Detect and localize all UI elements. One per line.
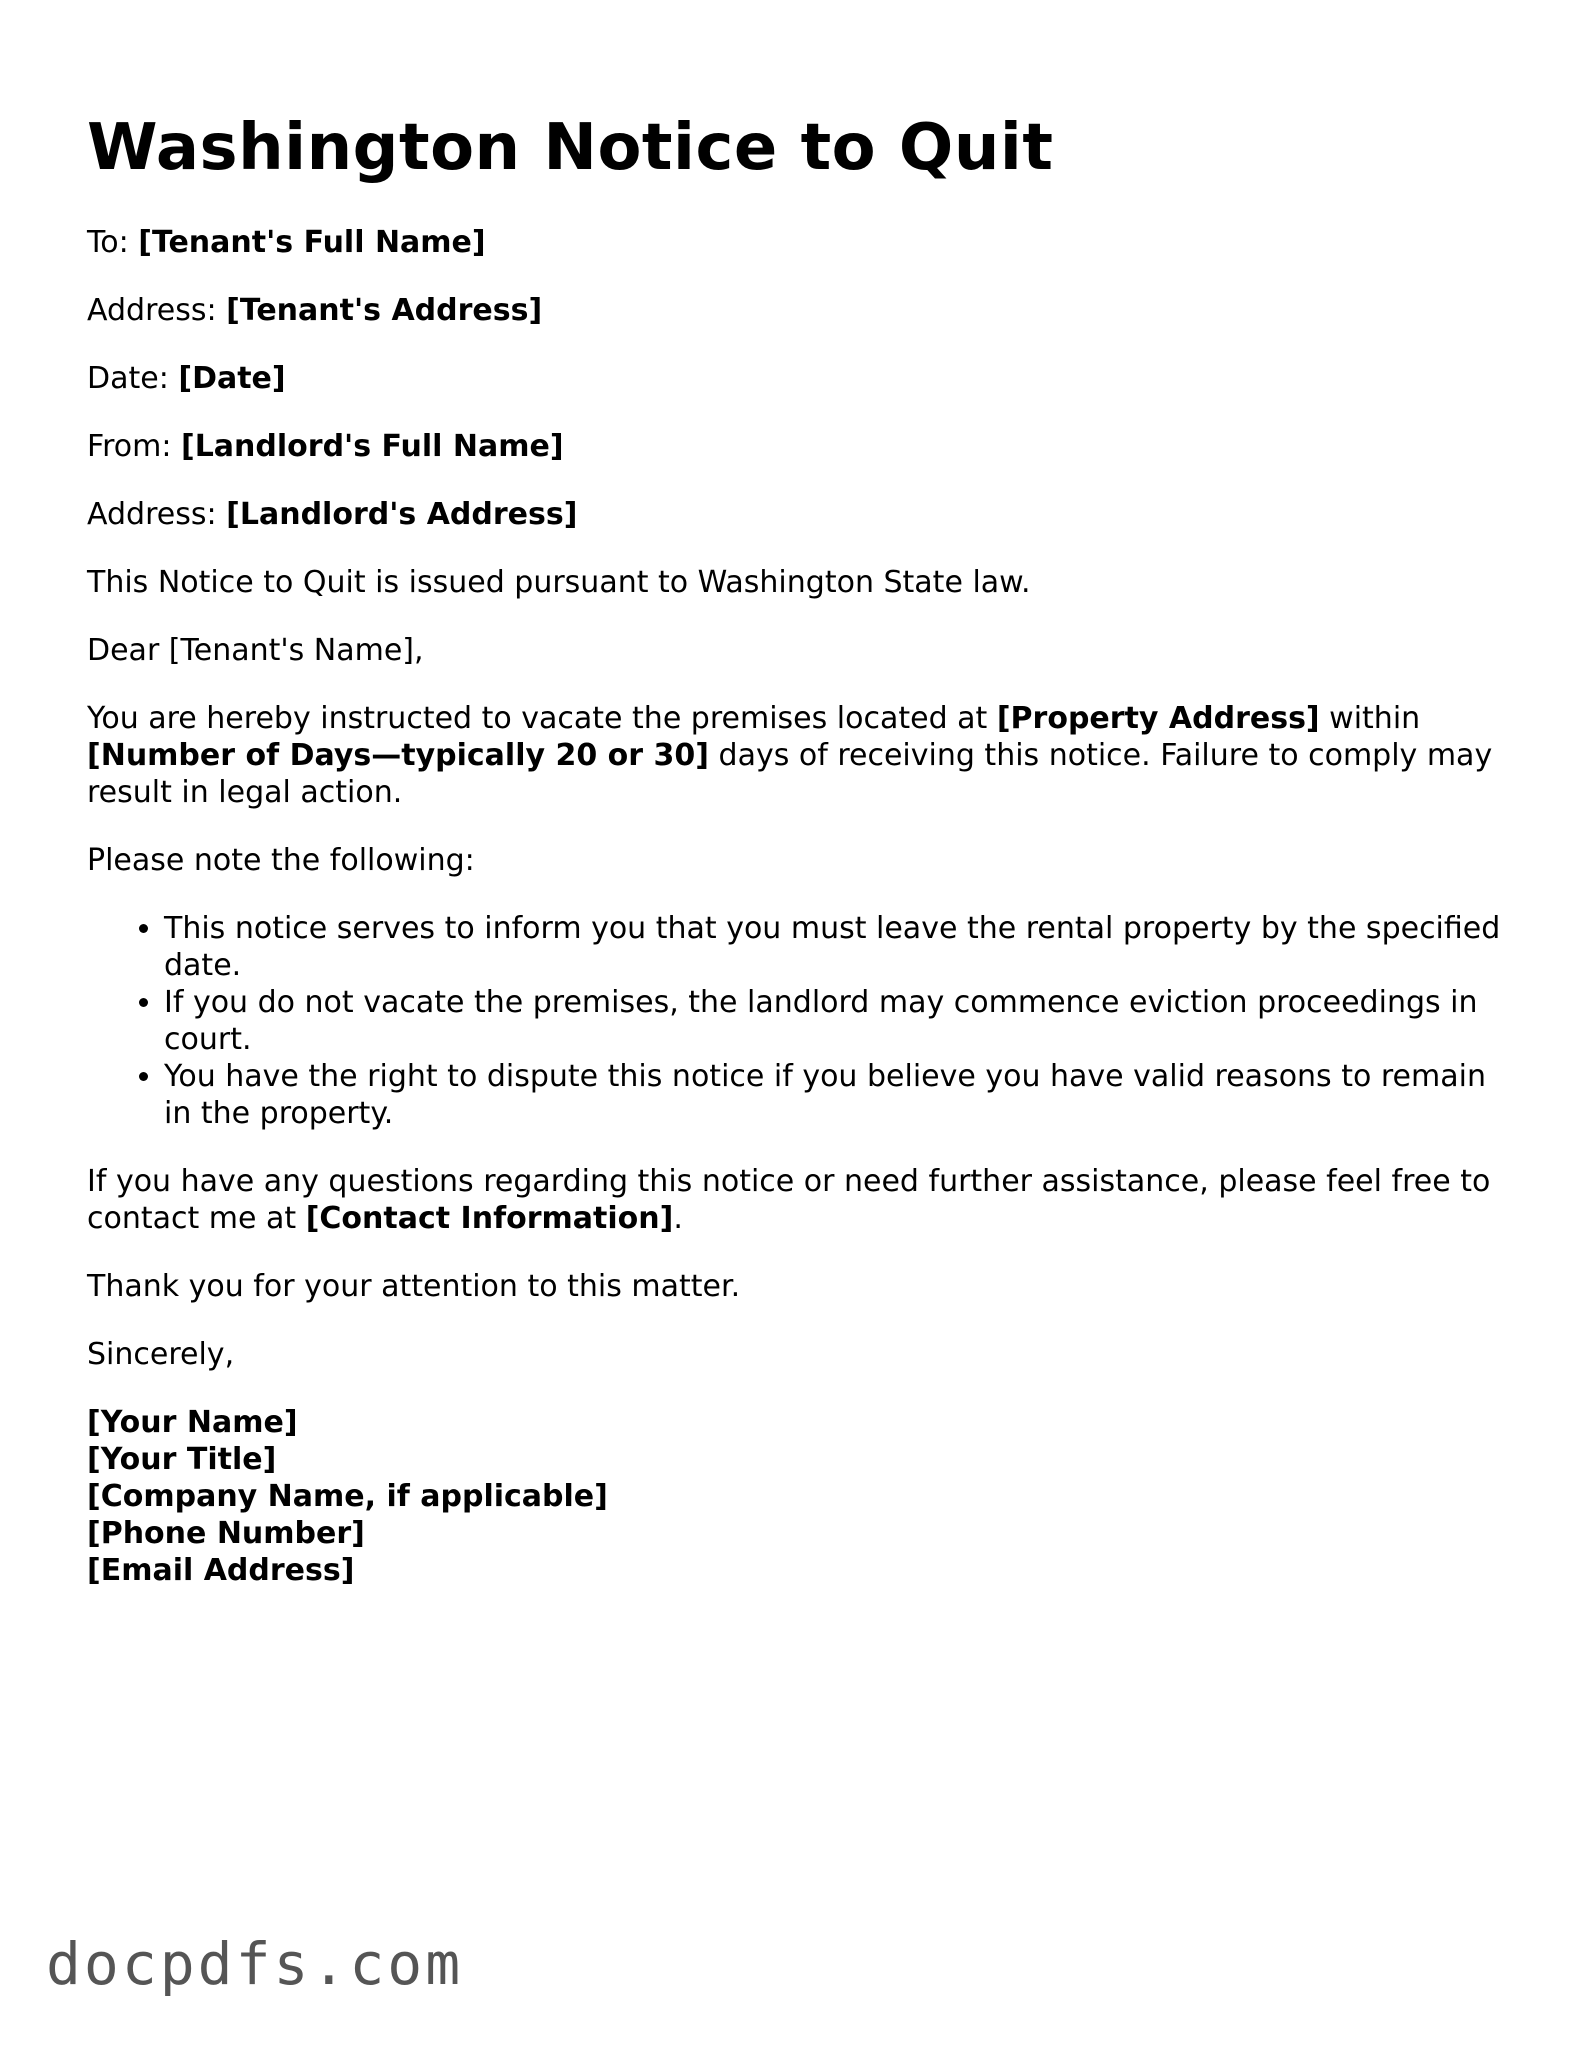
landlord-name-placeholder: [Landlord's Full Name]: [180, 429, 564, 464]
contact-text-2: .: [673, 1201, 683, 1236]
signature-phone: [Phone Number]: [87, 1516, 365, 1551]
tenant-address-label: Address:: [87, 293, 217, 328]
to-label: To:: [87, 225, 129, 260]
closing: Sincerely,: [87, 1337, 235, 1372]
list-item: • This notice serves to inform you that you must leave the rental property by the specified date.: [164, 910, 1507, 984]
landlord-address-placeholder: [Landlord's Address]: [226, 497, 578, 532]
date-label: Date:: [87, 361, 169, 396]
instruction-paragraph: [87, 700, 1507, 811]
watermark: docpdfs.com: [46, 1930, 464, 1998]
list-item: • If you do not vacate the premises, the landlord may commence eviction proceedings in court.: [164, 984, 1507, 1058]
date-placeholder: [Date]: [178, 361, 286, 396]
instruction-text-3: days of receiving this notice. Failure to comply may result in legal action.: [87, 738, 1493, 810]
instruction-text-1: You are hereby instructed to vacate the premises located at: [87, 701, 997, 736]
signature-block: [87, 1404, 1507, 1589]
contact-info-placeholder: [Contact Information]: [305, 1201, 674, 1236]
landlord-address-line: [87, 496, 1507, 533]
salutation: Dear [Tenant's Name],: [87, 633, 424, 668]
signature-name: [Your Name]: [87, 1405, 298, 1440]
list-item: • You have the right to dispute this notice if you believe you have valid reasons to remain in the property.: [164, 1058, 1507, 1132]
contact-text-1: If you have any questions regarding this notice or need further assistance, please feel free to contact me at: [87, 1164, 1491, 1236]
note-intro: Please note the following:: [87, 843, 475, 878]
from-label: From:: [87, 429, 172, 464]
instruction-text-2: within: [1319, 701, 1421, 736]
intro-paragraph: This Notice to Quit is issued pursuant to Washington State law.: [87, 565, 1031, 600]
tenant-address-placeholder: [Tenant's Address]: [226, 293, 543, 328]
signature-title: [Your Title]: [87, 1442, 277, 1477]
tenant-address-line: [87, 292, 1507, 329]
notes-list: [87, 910, 1507, 1132]
thanks-paragraph: Thank you for your attention to this matter.: [87, 1269, 741, 1304]
tenant-name-placeholder: [Tenant's Full Name]: [138, 225, 486, 260]
landlord-address-label: Address:: [87, 497, 217, 532]
from-line: [87, 428, 1507, 465]
number-of-days-placeholder: [Number of Days—typically 20 or 30]: [87, 738, 709, 773]
to-line: [87, 224, 1507, 261]
property-address-placeholder: [Property Address]: [996, 701, 1320, 736]
contact-paragraph: [87, 1163, 1507, 1237]
signature-email: [Email Address]: [87, 1553, 355, 1588]
date-line: [87, 360, 1507, 397]
document-page: [87, 108, 1507, 1589]
signature-company: [Company Name, if applicable]: [87, 1479, 608, 1514]
document-title: Washington Notice to Quit: [87, 111, 1054, 185]
